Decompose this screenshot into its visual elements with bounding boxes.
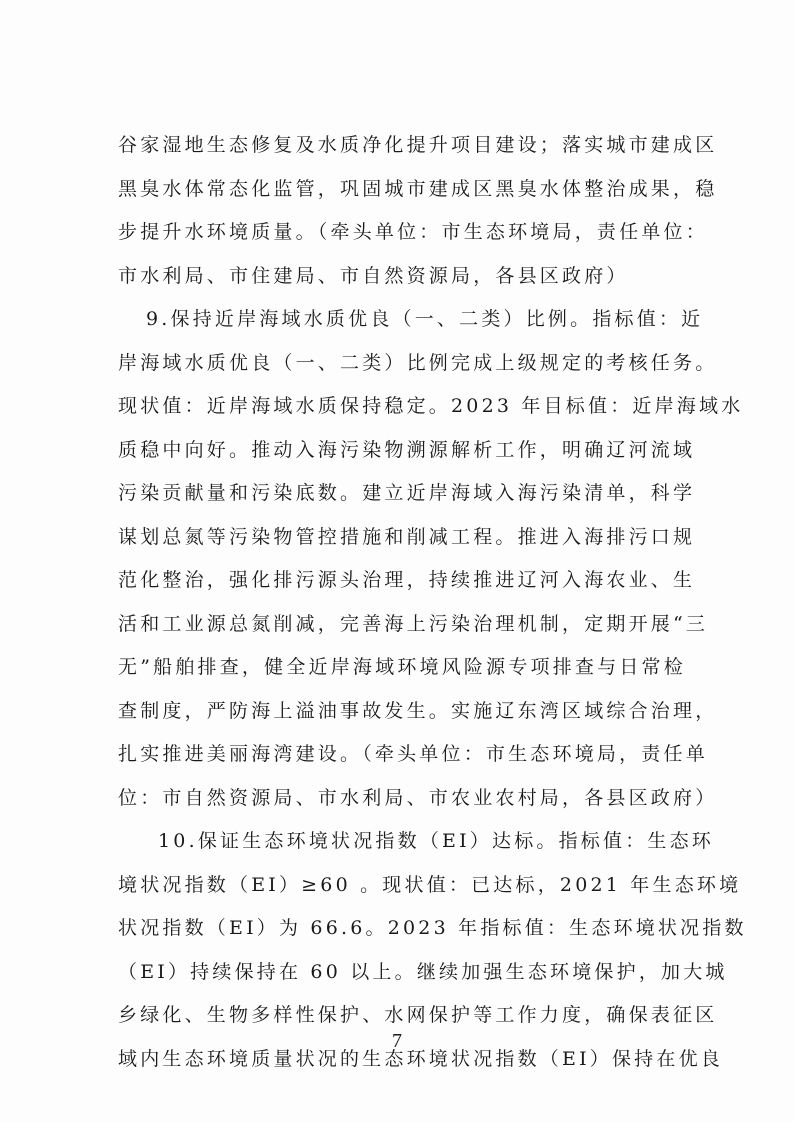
text-line: 境状况指数（EI）≥60 。现状值：已达标，2021 年生态环境 — [118, 873, 742, 896]
text-line: 状况指数（EI）为 66.6。2023 年指标值：生态环境状况指数 — [118, 917, 747, 939]
text-line: 域内生态环境质量状况的生态环境状况指数（EI）保持在优良 — [118, 1047, 723, 1070]
text-line: 位：市自然资源局、市水利局、市农业农村局，各县区政府） — [118, 786, 718, 809]
text-line: 扎实推进美丽海湾建设。（牵头单位：市生态环境局，责任单 — [118, 743, 708, 765]
paragraph-heading-9: 9.保持近岸海域水质优良（一、二类）比例。指标值：近 — [146, 308, 704, 330]
text-line: 步提升水环境质量。（牵头单位：市生态环境局，责任单位： — [118, 221, 708, 243]
text-line: 质稳中向好。推动入海污染物溯源解析工作，明确辽河流域 — [118, 438, 696, 461]
text-line: 乡绿化、生物多样性保护、水网保护等工作力度，确保表征区 — [118, 1004, 718, 1026]
text-line: 现状值：近岸海域水质保持稳定。2023 年目标值：近岸海域水 — [118, 395, 744, 417]
text-line: 谋划总氮等污染物管控措施和削减工程。推进入海排污口规 — [118, 525, 696, 548]
text-line: 无”船舶排查，健全近岸海域环境风险源专项排查与日常检 — [118, 656, 686, 678]
text-line: 范化整治，强化排污源头治理，持续推进辽河入海农业、生 — [118, 569, 696, 591]
text-line: 污染贡献量和污染底数。建立近岸海域入海污染清单，科学 — [118, 482, 696, 504]
text-line: 活和工业源总氮削减，完善海上污染治理机制，定期开展“三 — [118, 612, 709, 635]
text-line: （EI）持续保持在 60 以上。继续加强生态环境保护，加大城 — [118, 960, 728, 983]
text-line: 市水利局、市住建局、市自然资源局，各县区政府） — [118, 264, 629, 287]
text-line: 黑臭水体常态化监管，巩固城市建成区黑臭水体整治成果，稳 — [118, 177, 718, 200]
text-line: 岸海域水质优良（一、二类）比例完成上级规定的考核任务。 — [118, 351, 718, 374]
body-text — [118, 124, 747, 1081]
text-line: 谷家湿地生态修复及水质净化提升项目建设；落实城市建成区 — [118, 134, 718, 156]
text-line: 查制度，严防海上溢油事故发生。实施辽东湾区域综合治理， — [118, 699, 718, 722]
page-number: 7 — [392, 1030, 402, 1052]
paragraph-heading-10: 10.保证生态环境状况指数（EI）达标。指标值：生态环 — [158, 830, 714, 852]
